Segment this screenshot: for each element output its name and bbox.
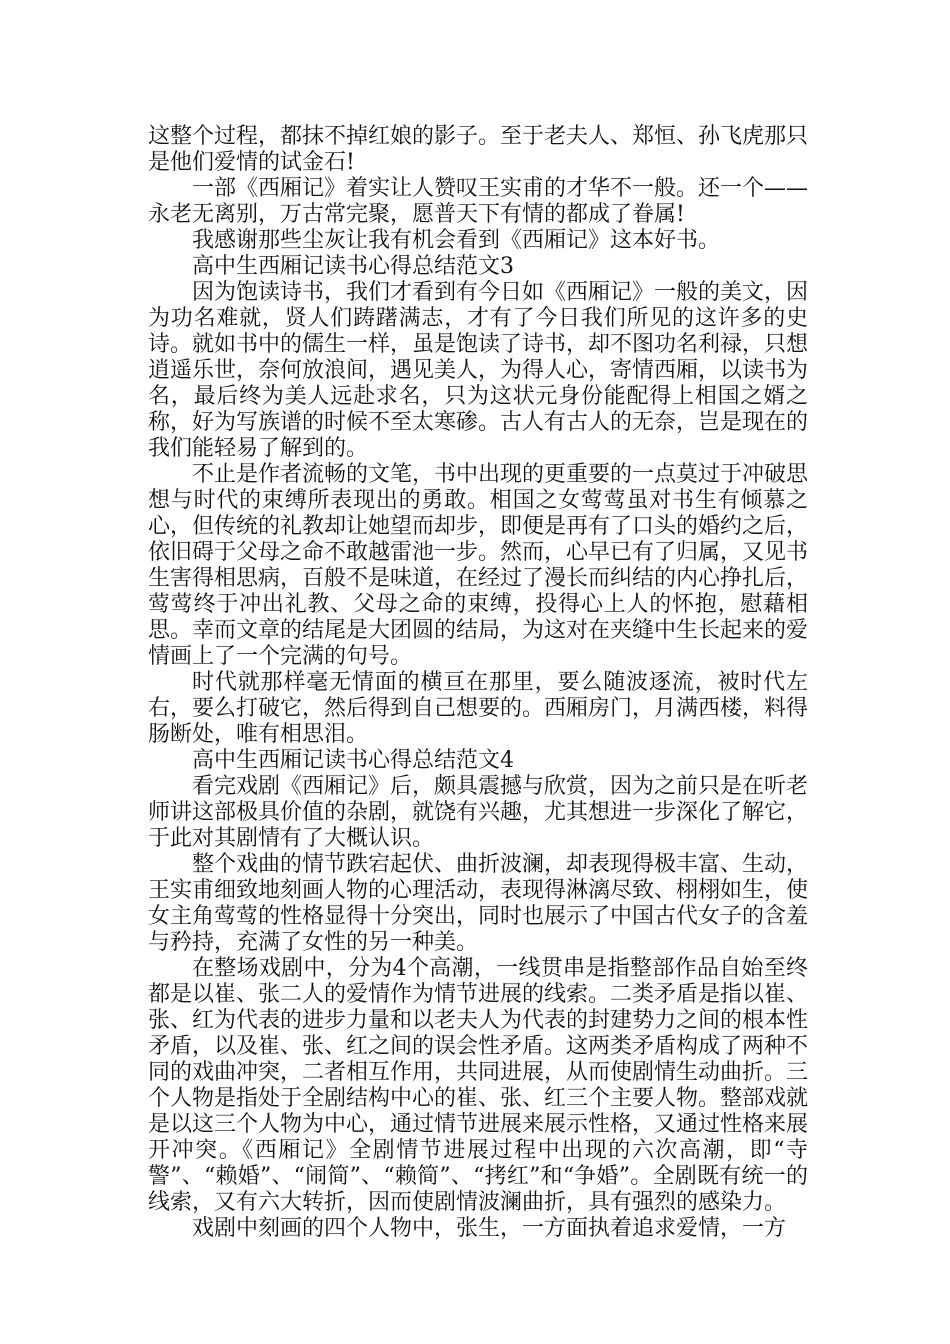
paragraph: 戏剧中刻画的四个人物中，张生，一方面执着追求爱情，一方	[192, 1216, 787, 1241]
paragraph: 我感谢那些尘灰让我有机会看到《西厢记》这本好书。	[192, 228, 721, 253]
paragraph: 不止是作者流畅的文笔，书中出现的更重要的一点莫过于冲破思想与时代的束缚所表现出的勇敢。相国之女莺莺虽对书生有倾慕之心，但传统的礼教却让她望而却步，即便是再有了口头的婚约之后，依旧碍于父母之命不敢越雷池一步。然而，心早已有了归属，又见书生害得相思病，百般不是味道，在经过了漫长而纠结的内心挣扎后，莺莺终于冲出礼教、父母之命的束缚，投得心上人的怀抱，慰藉相思。幸而文章的结尾是大团圆的结局，为这对在夹缝中生长起来的爱情画上了一个完满的句号。	[148, 462, 809, 669]
document-body	[148, 124, 808, 1242]
paragraph: 在整场戏剧中，分为4个高潮，一线贯串是指整部作品自始至终都是以崔、张二人的爱情作为情节进展的线索。二类矛盾是指以崔、张、红为代表的进步力量和以老夫人为代表的封建势力之间的根本性矛盾，以及崔、张、红之间的误会性矛盾。这两类矛盾构成了两种不同的戏曲冲突，二者相互作用，共同进展，从而使剧情生动曲折。三个人物是指处于全剧结构中心的崔、张、红三个主要人物。整部戏就是以这三个人物为中心，通过情节进展来展示性格，又通过性格来展开冲突。《西厢记》全剧情节进展过程中出现的六次高潮，即“寺警”、“赖婚”、“闹简”、“赖简”、“拷红”和“争婚”。全剧既有统一的线索，又有六大转折，因而使剧情波澜曲折，具有强烈的感染力。	[148, 956, 809, 1215]
section-heading: 高中生西厢记读书心得总结范文3	[192, 254, 514, 279]
paragraph: 因为饱读诗书，我们才看到有今日如《西厢记》一般的美文，因为功名难就，贤人们踌躇满志，才有了今日我们所见的这许多的史诗。就如书中的儒生一样，虽是饱读了诗书，却不图功名利禄，只想逍遥乐世，奈何放浪间，遇见美人，为得人心，寄情西厢，以读书为名，最后终为美人远赴求名，只为这状元身份能配得上相国之婿之称，好为写族谱的时候不至太寒碜。古人有古人的无奈，岂是现在的我们能轻易了解到的。	[148, 280, 809, 461]
section-heading: 高中生西厢记读书心得总结范文4	[192, 748, 514, 773]
paragraph: 一部《西厢记》着实让人赞叹王实甫的才华不一般。还一个——永老无离别，万古常完聚，愿普天下有情的都成了眷属!	[148, 176, 809, 227]
paragraph: 这整个过程，都抹不掉红娘的影子。至于老夫人、郑恒、孙飞虎那只是他们爱情的试金石!	[148, 124, 809, 175]
paragraph: 看完戏剧《西厢记》后，颇具震撼与欣赏，因为之前只是在听老师讲这部极具价值的杂剧，就饶有兴趣，尤其想进一步深化了解它，于此对其剧情有了大概认识。	[148, 774, 809, 851]
paragraph: 整个戏曲的情节跌宕起伏、曲折波澜，却表现得极丰富、生动，王实甫细致地刻画人物的心理活动，表现得淋漓尽致、栩栩如生，使女主角莺莺的性格显得十分突出，同时也展示了中国古代女子的含羞与矜持，充满了女性的另一种美。	[148, 852, 809, 955]
paragraph: 时代就那样毫无情面的横亘在那里，要么随波逐流，被时代左右，要么打破它，然后得到自己想要的。西厢房门，月满西楼，料得肠断处，唯有相思泪。	[148, 670, 809, 747]
